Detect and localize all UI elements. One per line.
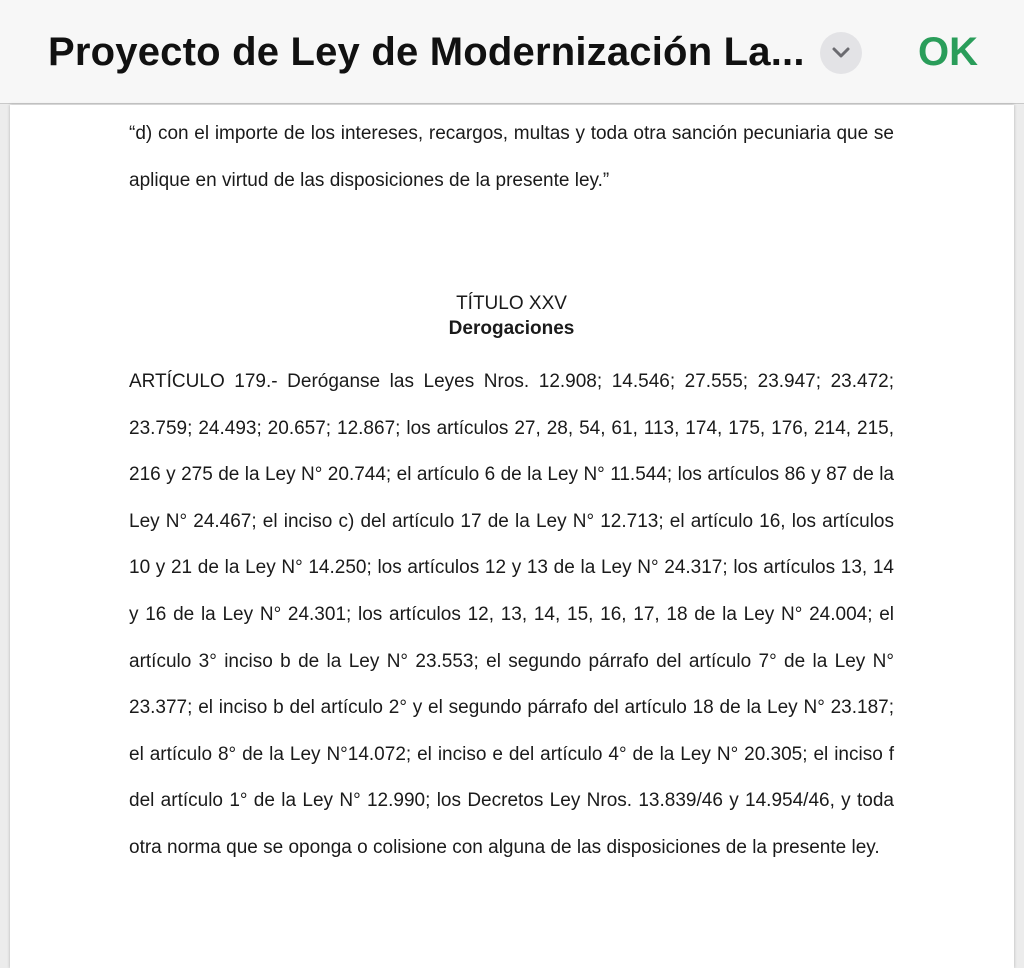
quoted-paragraph: “d) con el importe de los intereses, recargos, multas y toda otra sanción pecuniaria que se aplique en virtud de las disposiciones de la presente ley.” [129, 123, 894, 191]
title-menu-button[interactable] [820, 32, 862, 74]
document-page[interactable] [10, 105, 1014, 968]
article-paragraph: ARTÍCULO 179.- Deróganse las Leyes Nros. 12.908; 14.546; 27.555; 23.947; 23.472; 23.759; 24.493; 20.657; 12.867; los artículos 27, 28, 54, 61, 113, 174, 175, 176, 214, 215, 216 y 275 de la Ley N° 20.744; el artículo 6 de la Ley N° 11.544; los artículos 86 y 87 de la Ley N° 24.467; el inciso c) del artículo 17 de la Ley N° 12.713; el artículo 16, los artículos 10 y 21 de la Ley N° 14.250; los artículos 12 y 13 de la Ley N° 24.317; los artículos 13, 14 y 16 de la Ley N° 24.301; los artículos 12, 13, 14, 15, 16, 17, 18 de la Ley N° 24.004; el artículo 3° inciso b de la Ley N° 23.553; el segundo párrafo del artículo 7° de la Ley N° 23.377; el inciso b del artículo 2° y el segundo párrafo del artículo 18 de la Ley N° 23.187; el artículo 8° de la Ley N°14.072; el inciso e del artículo 4° de la Ley N° 20.305; el inciso f del artículo 1° de la Ley N° 12.990; los Decretos Ley Nros. 13.839/46 y 14.954/46, y toda otra norma que se oponga o colisione con alguna de las disposiciones de la presente ley. [129, 371, 894, 858]
document-title: Proyecto de Ley de Modernización La... [48, 30, 805, 74]
ok-button[interactable]: OK [918, 30, 978, 74]
section-title: TÍTULO XXV [456, 293, 567, 314]
chevron-down-icon [831, 46, 851, 60]
top-navigation-bar [0, 0, 1024, 104]
section-subtitle: Derogaciones [448, 318, 575, 339]
section-heading [129, 291, 894, 341]
